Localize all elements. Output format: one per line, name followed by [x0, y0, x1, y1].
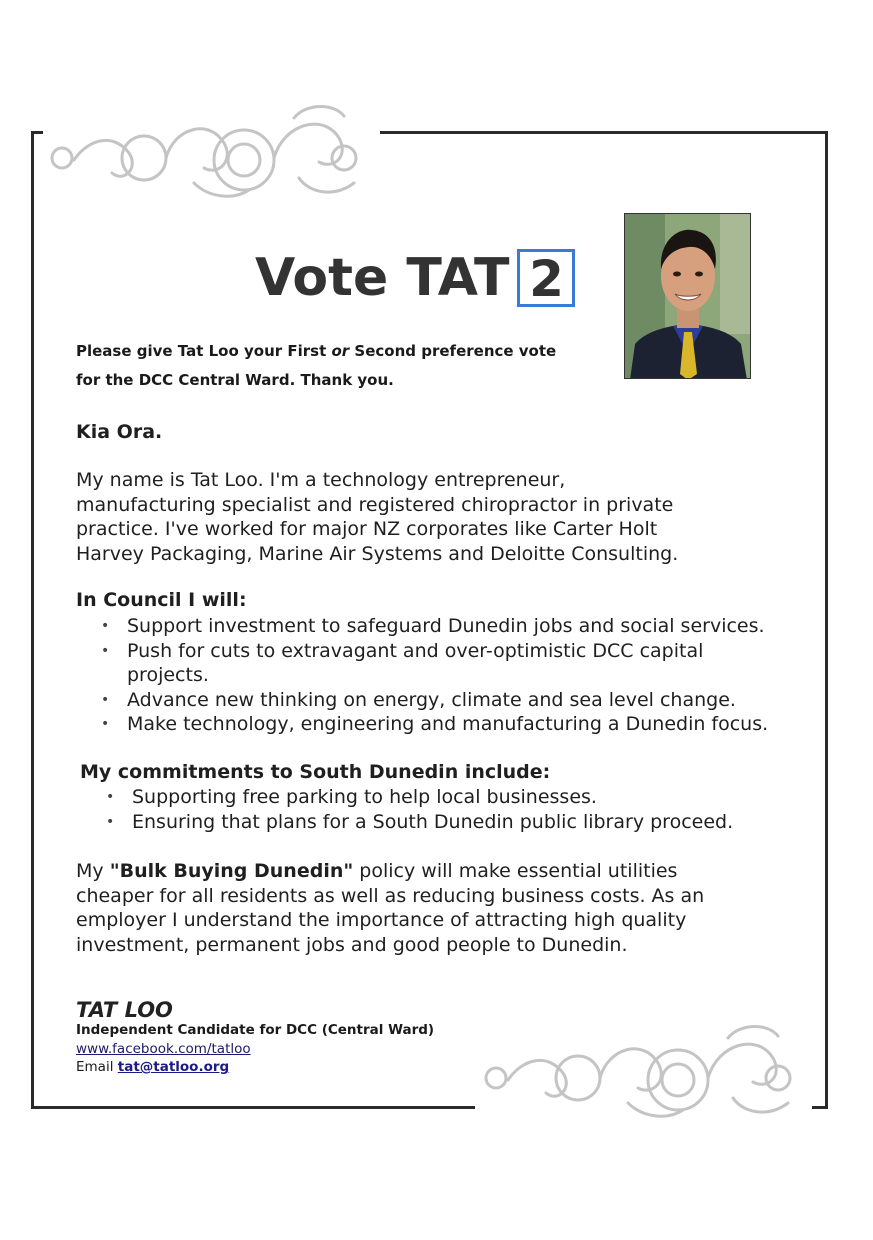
intro-line-1: Please give Tat Loo your First or Second preference vote	[76, 342, 557, 360]
frame-right-line	[825, 131, 828, 1109]
page-title	[255, 238, 575, 318]
policy-paragraph	[76, 859, 704, 957]
frame-top-right-line	[380, 131, 828, 134]
candidate-photo	[624, 213, 751, 379]
signature-role: Independent Candidate for DCC (Central Ward)	[76, 1022, 435, 1038]
policy-name: "Bulk Buying Dunedin"	[109, 860, 354, 882]
facebook-link[interactable]: www.facebook.com/tatloo	[76, 1041, 251, 1057]
frame-bottom-right-tick	[812, 1106, 828, 1109]
council-heading: In Council I will:	[76, 589, 247, 611]
bio-line: My name is Tat Loo. I'm a technology entrepreneur,	[76, 469, 566, 491]
policy-line: cheaper for all residents as well as reducing business costs. As an	[76, 884, 705, 907]
bio-paragraph	[76, 468, 678, 566]
policy-line-1: My "Bulk Buying Dunedin" policy will make essential utilities	[76, 860, 678, 882]
bio-line: practice. I've worked for major NZ corporates like Carter Holt	[76, 518, 658, 540]
swirl-ornament-bottom-icon	[478, 1018, 808, 1128]
title-number-box: 2	[517, 249, 575, 307]
list-item: • Make technology, engineering and manufacturing a Dunedin focus.	[101, 712, 816, 737]
list-item: • Support investment to safeguard Dunedin jobs and social services.	[101, 614, 816, 639]
south-dunedin-heading: My commitments to South Dunedin include:	[80, 761, 551, 783]
list-item: • Ensuring that plans for a South Dunedin public library proceed.	[106, 810, 806, 835]
signature-name: TAT LOO	[76, 998, 173, 1022]
email-link[interactable]: tat@tatloo.org	[117, 1059, 230, 1075]
policy-line: employer I understand the importance of attracting high quality	[76, 909, 687, 931]
frame-bottom-left-line	[31, 1106, 475, 1109]
facebook-row	[76, 1040, 251, 1059]
intro-text	[76, 337, 616, 395]
intro-line-2: for the DCC Central Ward. Thank you.	[76, 371, 394, 389]
list-item: • Supporting free parking to help local businesses.	[106, 785, 806, 810]
policy-line: investment, permanent jobs and good people to Dunedin.	[76, 933, 628, 956]
frame-left-line	[31, 131, 34, 1109]
email-row	[76, 1058, 229, 1077]
bio-line: Harvey Packaging, Marine Air Systems and Deloitte Consulting.	[76, 542, 679, 565]
list-item: • Push for cuts to extravagant and over-optimistic DCC capital projects.	[101, 639, 816, 688]
title-text: Vote TAT	[255, 248, 510, 308]
swirl-ornament-top-icon	[44, 98, 374, 208]
bio-line: manufacturing specialist and registered chiropractor in private	[76, 493, 674, 516]
email-label: Email	[76, 1059, 118, 1075]
list-item: • Advance new thinking on energy, climate and sea level change.	[101, 688, 816, 713]
council-list	[101, 614, 816, 737]
south-dunedin-list	[106, 785, 806, 834]
candidate-portrait-icon	[625, 214, 751, 379]
greeting: Kia Ora.	[76, 421, 163, 443]
